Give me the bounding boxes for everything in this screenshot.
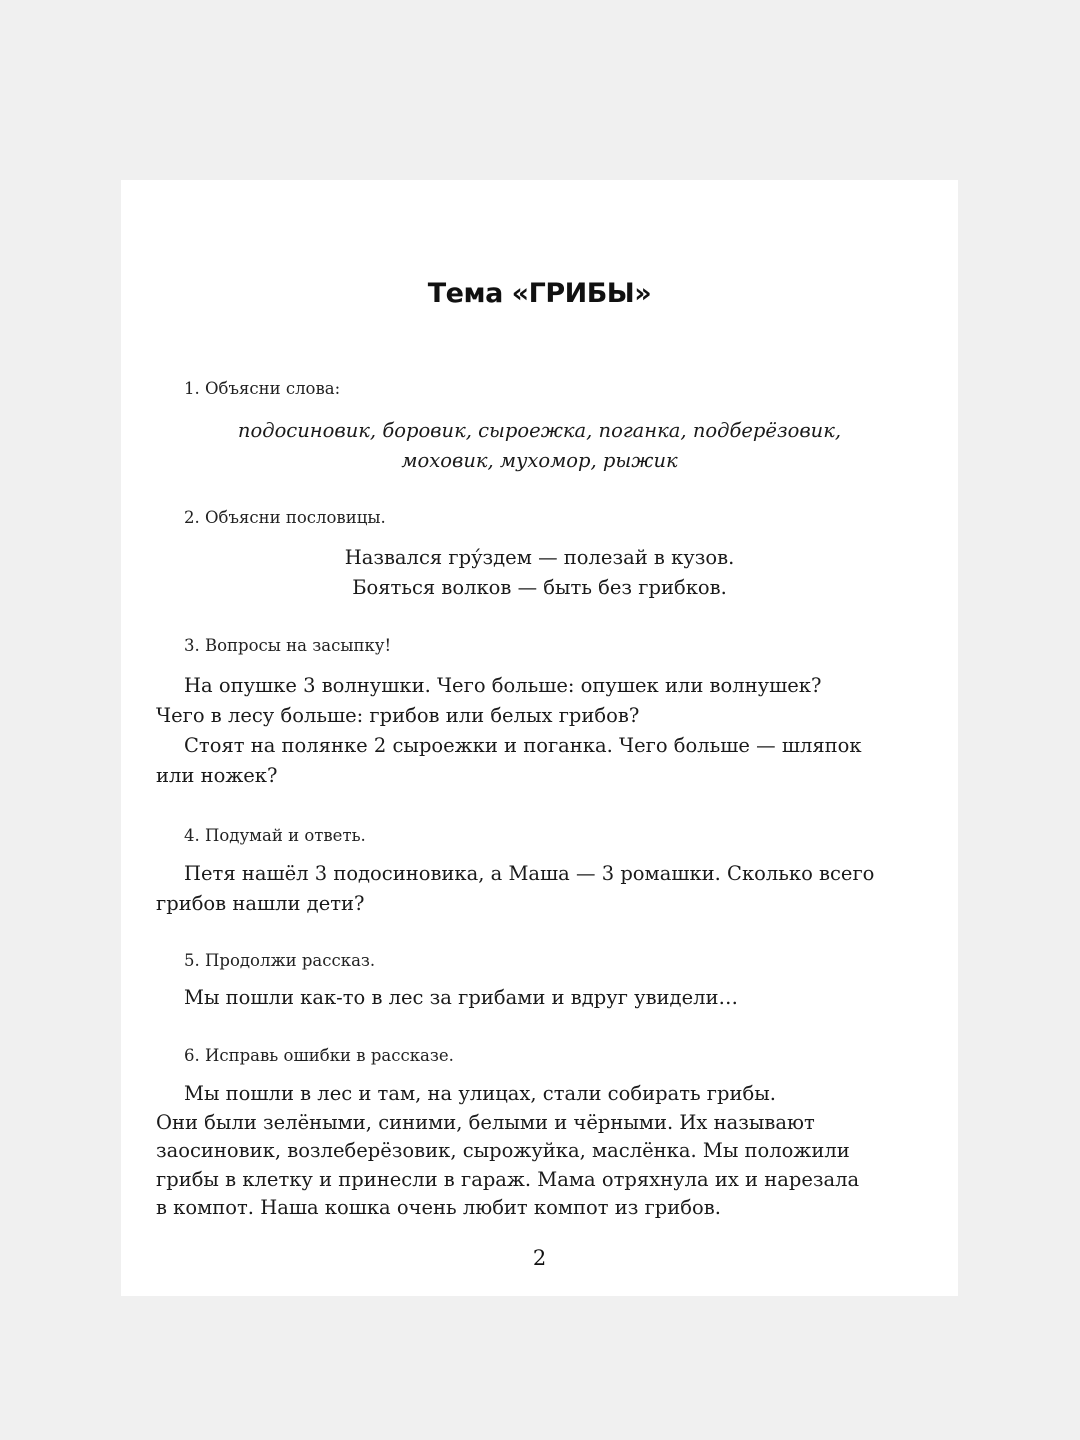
words-line: моховик, мухомор, рыжик xyxy=(401,449,678,472)
text-line: грибов нашли дети? xyxy=(156,892,365,915)
text-line: или ножек? xyxy=(156,764,278,787)
page-title: Тема «ГРИБЫ» xyxy=(427,278,652,309)
text-line: Чего в лесу больше: грибов или белых грибов? xyxy=(156,704,640,727)
section-2-heading: 2. Объясни пословицы. xyxy=(184,508,386,527)
section-5-text xyxy=(156,983,926,1013)
text-line: заосиновик, возлеберёзовик, сырожуйка, маслёнка. Мы положили xyxy=(156,1139,850,1162)
text-line: Мы пошли в лес и там, на улицах, стали собирать грибы. xyxy=(184,1082,776,1105)
section-6-heading: 6. Исправь ошибки в рассказе. xyxy=(184,1046,454,1065)
proverb-line: Назвался гру́здем — полезай в кузов. xyxy=(344,546,735,569)
section-5-heading: 5. Продолжи рассказ. xyxy=(184,951,376,970)
section-4-heading: 4. Подумай и ответь. xyxy=(184,826,366,845)
words-line: подосиновик, боровик, сыроежка, поганка, подберёзовик, xyxy=(237,419,842,442)
text-line: грибы в клетку и принесли в гараж. Мама отряхнула их и нарезала xyxy=(156,1167,860,1191)
text-line: Мы пошли как-то в лес за грибами и вдруг увидели… xyxy=(184,986,738,1009)
section-2-proverbs xyxy=(121,543,958,603)
section-6-text xyxy=(156,1080,926,1223)
section-1-words xyxy=(121,416,958,476)
page-number: 2 xyxy=(532,1246,547,1270)
section-4-text xyxy=(156,859,926,919)
text-line: Петя нашёл 3 подосиновика, а Маша — 3 ромашки. Сколько всего xyxy=(184,862,875,885)
proverb-line: Бояться волков — быть без грибков. xyxy=(352,576,727,599)
text-line: На опушке 3 волнушки. Чего больше: опушек или волнушек? xyxy=(184,674,822,697)
section-1-heading: 1. Объясни слова: xyxy=(184,379,341,398)
section-3-text xyxy=(156,671,926,791)
text-line: Стоят на полянке 2 сыроежки и поганка. Чего больше — шляпок xyxy=(184,734,862,757)
text-line: в компот. Наша кошка очень любит компот из грибов. xyxy=(156,1196,721,1219)
section-3-heading: 3. Вопросы на засыпку! xyxy=(184,636,392,655)
book-page xyxy=(121,180,958,1296)
text-line: Они были зелёными, синими, белыми и чёрными. Их называют xyxy=(156,1110,815,1134)
